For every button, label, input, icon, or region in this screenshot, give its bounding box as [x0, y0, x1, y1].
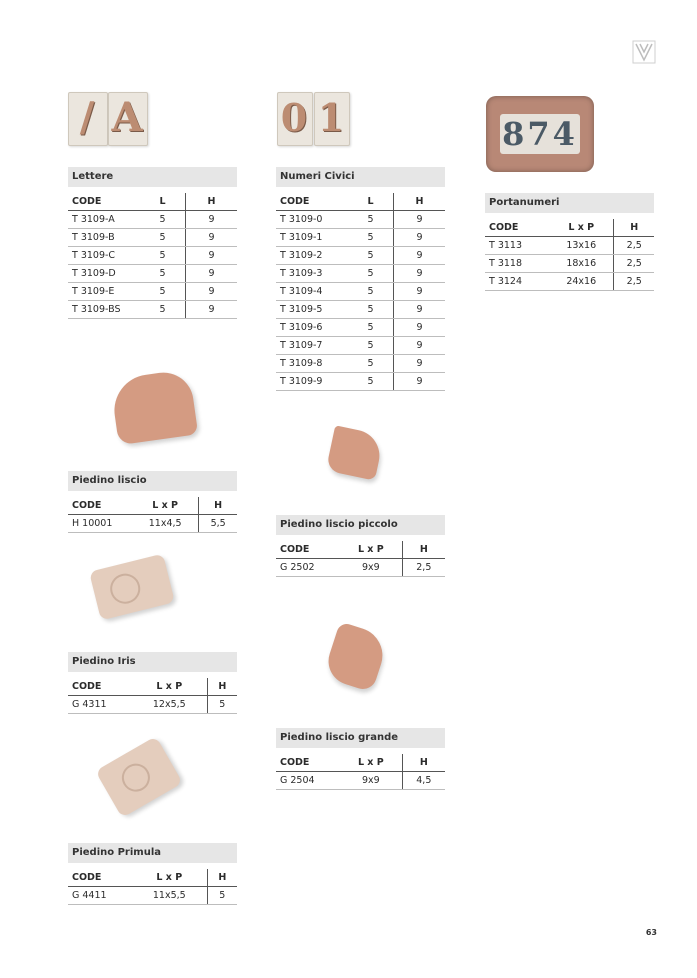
cell-code: T 3109-A [68, 211, 140, 229]
table-header [68, 193, 237, 211]
letter-slash-tile: / [79, 94, 95, 141]
cell-h: 9 [394, 247, 445, 265]
cell-l: 5 [348, 319, 394, 337]
cell-l: 5 [140, 229, 186, 247]
piedino-liscio-piccolo-title: Piedino liscio piccolo [276, 515, 445, 535]
flower-relief-icon [117, 759, 155, 797]
cell-code: T 3109-5 [276, 301, 348, 319]
cell-l: 5 [140, 247, 186, 265]
piedino-liscio-title: Piedino liscio [68, 471, 237, 491]
col-h: H [199, 497, 237, 515]
cell-lxp: 9x9 [340, 559, 402, 577]
portanumeri-title: Portanumeri [485, 193, 654, 213]
cell-l: 5 [348, 337, 394, 355]
table-row [276, 301, 445, 319]
lettere-title: Lettere [68, 167, 237, 187]
piedino-liscio-image [110, 369, 198, 445]
table-row [276, 559, 445, 577]
cell-h: 9 [394, 229, 445, 247]
cell-l: 5 [348, 301, 394, 319]
cell-code: T 3109-2 [276, 247, 348, 265]
cell-code: G 2504 [276, 772, 340, 790]
table-row [276, 772, 445, 790]
col-h: H [186, 193, 237, 211]
lettere-rows [68, 211, 237, 319]
cell-code: G 4411 [68, 887, 132, 905]
cell-code: T 3124 [485, 273, 549, 291]
col-h: H [394, 193, 445, 211]
cell-code: T 3109-D [68, 265, 140, 283]
cell-h: 9 [186, 211, 237, 229]
cell-lxp: 11x4,5 [132, 515, 199, 533]
plaque-number: 874 [500, 114, 580, 154]
cell-code: T 3109-3 [276, 265, 348, 283]
cell-l: 5 [140, 283, 186, 301]
table-row [276, 265, 445, 283]
digit-1-tile: 1 [317, 95, 345, 140]
cell-lxp: 9x9 [340, 772, 402, 790]
table-row [68, 696, 237, 714]
col-lxp: L x P [132, 678, 207, 696]
cell-l: 5 [140, 211, 186, 229]
cell-h: 4,5 [402, 772, 445, 790]
piedino-liscio-rows [68, 515, 237, 533]
table-header [276, 541, 445, 559]
col-code: CODE [68, 869, 132, 887]
col-code: CODE [68, 497, 132, 515]
cell-l: 5 [348, 373, 394, 391]
cell-l: 5 [348, 265, 394, 283]
cell-code: H 10001 [68, 515, 132, 533]
col-lxp: L x P [549, 219, 614, 237]
cell-h: 9 [394, 283, 445, 301]
piedino-liscio-grande-image [322, 621, 389, 692]
lettere-table [68, 193, 237, 319]
cell-lxp: 24x16 [549, 273, 614, 291]
cell-code: G 4311 [68, 696, 132, 714]
col-code: CODE [485, 219, 549, 237]
portanumeri-rows [485, 237, 654, 291]
cell-code: T 3109-6 [276, 319, 348, 337]
table-header [68, 869, 237, 887]
table-row [68, 301, 237, 319]
cell-code: T 3109-C [68, 247, 140, 265]
flower-relief-icon [107, 571, 143, 607]
cell-lxp: 13x16 [549, 237, 614, 255]
table-row [276, 337, 445, 355]
piedino-liscio-grande-table [276, 754, 445, 790]
page-number: 63 [645, 928, 657, 937]
cell-l: 5 [348, 283, 394, 301]
cell-h: 9 [186, 247, 237, 265]
table-row [68, 229, 237, 247]
cell-l: 5 [348, 229, 394, 247]
cell-code: T 3109-9 [276, 373, 348, 391]
col-h: H [402, 754, 445, 772]
brand-logo [632, 40, 656, 64]
table-row [485, 255, 654, 273]
table-row [276, 247, 445, 265]
cell-code: T 3109-7 [276, 337, 348, 355]
col-h: H [207, 869, 237, 887]
piedino-iris-rows [68, 696, 237, 714]
cell-h: 9 [394, 301, 445, 319]
table-row [68, 211, 237, 229]
portanumeri-image [486, 96, 594, 172]
table-row [276, 373, 445, 391]
cell-lxp: 18x16 [549, 255, 614, 273]
col-code: CODE [276, 193, 348, 211]
table-row [68, 265, 237, 283]
piedino-primula-table [68, 869, 237, 905]
cell-h: 9 [186, 229, 237, 247]
cell-h: 9 [186, 265, 237, 283]
table-row [276, 283, 445, 301]
col-h: H [207, 678, 237, 696]
cell-h: 9 [394, 265, 445, 283]
cell-l: 5 [348, 247, 394, 265]
letter-a-tile: A [111, 94, 143, 141]
table-header [276, 754, 445, 772]
cell-h: 5 [207, 696, 237, 714]
table-row [276, 229, 445, 247]
cell-lxp: 11x5,5 [132, 887, 207, 905]
col-l: L [140, 193, 186, 211]
cell-h: 2,5 [402, 559, 445, 577]
cell-code: T 3109-1 [276, 229, 348, 247]
cell-code: G 2502 [276, 559, 340, 577]
col-h: H [402, 541, 445, 559]
piedino-primula-image [95, 736, 183, 818]
cell-l: 5 [348, 355, 394, 373]
table-row [276, 211, 445, 229]
cell-h: 2,5 [614, 255, 654, 273]
cell-h: 9 [394, 319, 445, 337]
cell-h: 9 [394, 373, 445, 391]
portanumeri-table [485, 219, 654, 291]
piedino-primula-rows [68, 887, 237, 905]
piedino-liscio-grande-title: Piedino liscio grande [276, 728, 445, 748]
col-lxp: L x P [132, 497, 199, 515]
cell-l: 5 [140, 301, 186, 319]
table-row [68, 283, 237, 301]
piedino-liscio-grande-rows [276, 772, 445, 790]
numeri-civici-rows [276, 211, 445, 391]
col-l: L [348, 193, 394, 211]
col-lxp: L x P [340, 541, 402, 559]
cell-l: 5 [140, 265, 186, 283]
cell-code: T 3109-8 [276, 355, 348, 373]
col-code: CODE [276, 754, 340, 772]
cell-h: 2,5 [614, 273, 654, 291]
cell-h: 9 [186, 301, 237, 319]
table-row [485, 273, 654, 291]
piedino-liscio-piccolo-image [326, 425, 384, 480]
col-code: CODE [276, 541, 340, 559]
cell-h: 9 [394, 355, 445, 373]
col-code: CODE [68, 193, 140, 211]
cell-code: T 3109-B [68, 229, 140, 247]
table-row [68, 887, 237, 905]
cell-lxp: 12x5,5 [132, 696, 207, 714]
piedino-iris-image [89, 554, 175, 621]
cell-l: 5 [348, 211, 394, 229]
table-header [68, 678, 237, 696]
cell-h: 5 [207, 887, 237, 905]
piedino-primula-title: Piedino Primula [68, 843, 237, 863]
piedino-iris-table [68, 678, 237, 714]
table-row [68, 515, 237, 533]
cell-code: T 3113 [485, 237, 549, 255]
piedino-liscio-piccolo-table [276, 541, 445, 577]
cell-h: 9 [394, 337, 445, 355]
piedino-liscio-table [68, 497, 237, 533]
table-row [276, 319, 445, 337]
col-h: H [614, 219, 654, 237]
col-lxp: L x P [340, 754, 402, 772]
cell-code: T 3109-0 [276, 211, 348, 229]
table-header [68, 497, 237, 515]
col-lxp: L x P [132, 869, 207, 887]
cell-h: 9 [186, 283, 237, 301]
cell-code: T 3109-BS [68, 301, 140, 319]
cell-code: T 3109-4 [276, 283, 348, 301]
digit-0-tile: 0 [280, 95, 308, 140]
cell-h: 9 [394, 211, 445, 229]
table-row [276, 355, 445, 373]
table-row [485, 237, 654, 255]
col-code: CODE [68, 678, 132, 696]
table-header [485, 219, 654, 237]
numeri-civici-table [276, 193, 445, 391]
piedino-liscio-piccolo-rows [276, 559, 445, 577]
cell-h: 2,5 [614, 237, 654, 255]
numeri-civici-title: Numeri Civici [276, 167, 445, 187]
cell-h: 5,5 [199, 515, 237, 533]
piedino-iris-title: Piedino Iris [68, 652, 237, 672]
cell-code: T 3118 [485, 255, 549, 273]
table-header [276, 193, 445, 211]
cell-code: T 3109-E [68, 283, 140, 301]
table-row [68, 247, 237, 265]
